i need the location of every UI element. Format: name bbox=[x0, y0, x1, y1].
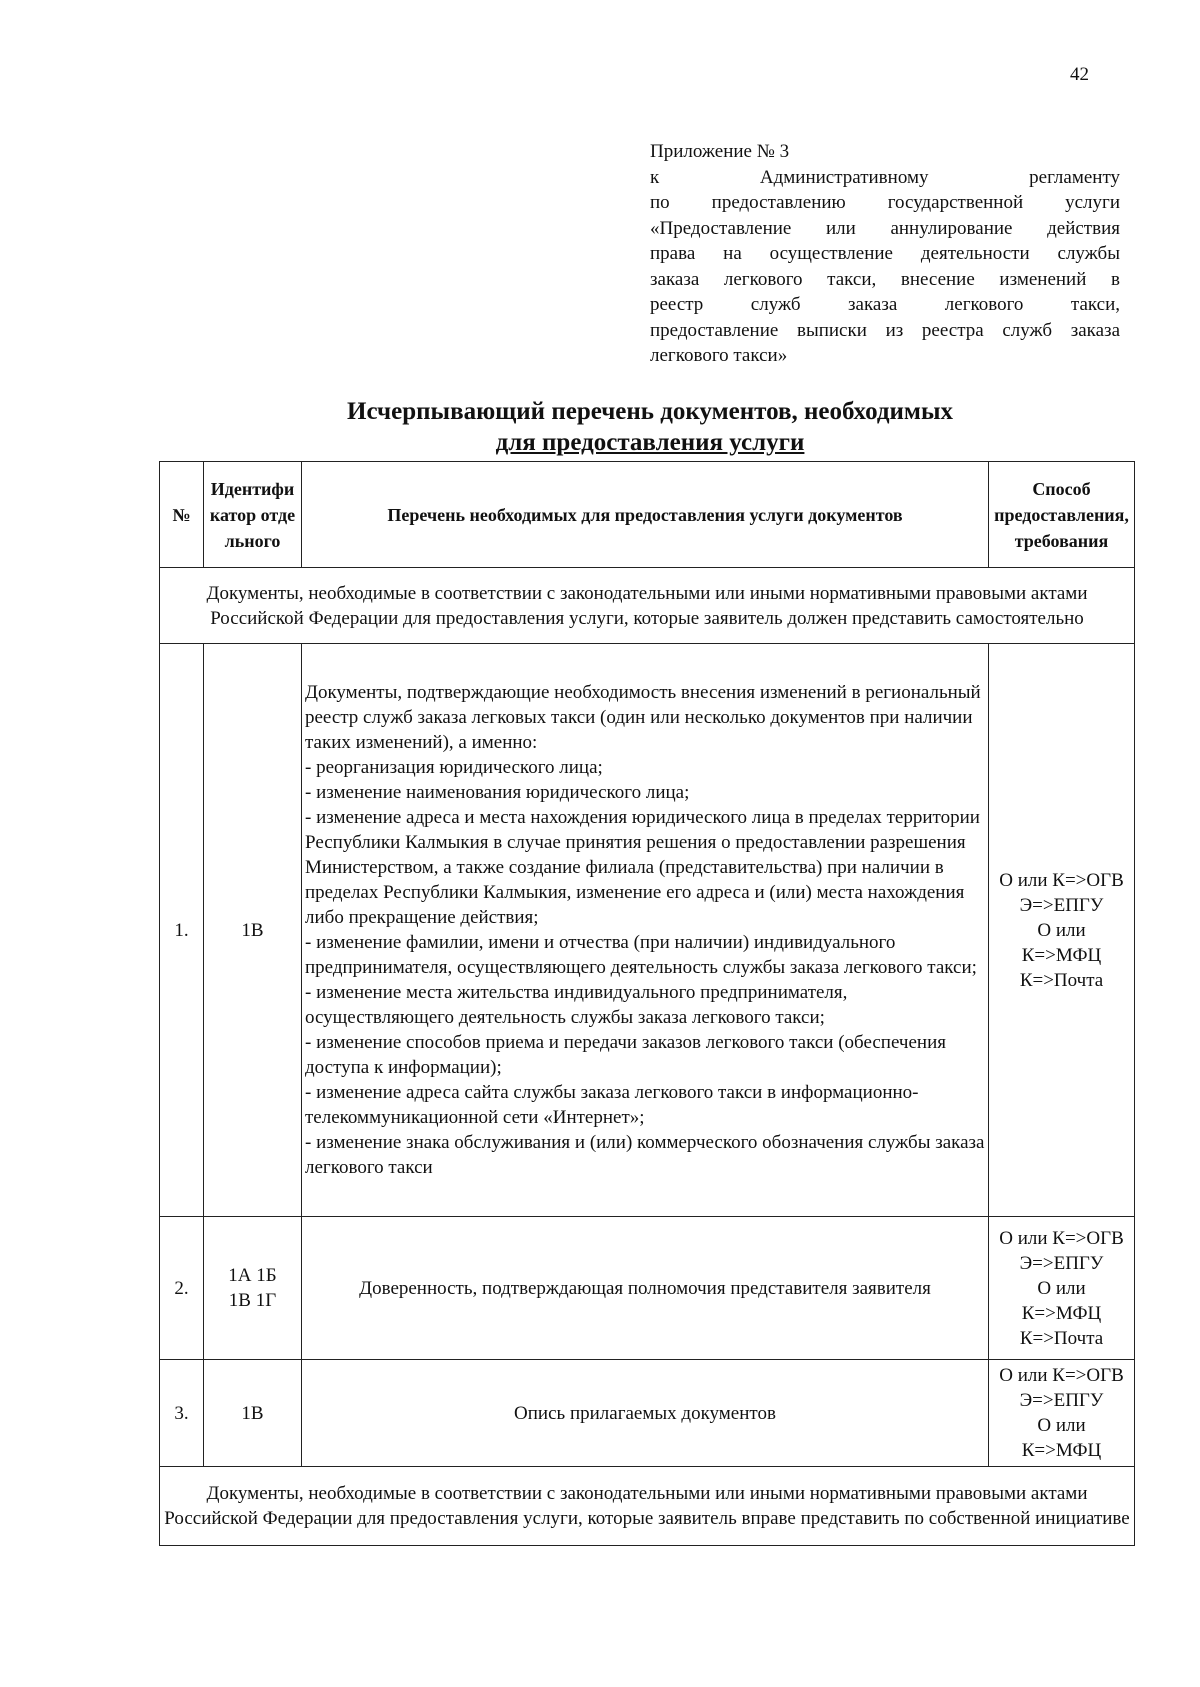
row-identifier bbox=[204, 1217, 302, 1360]
description-line: Документы, подтверждающие необходимость внесения изменений в региональный реестр служб заказа легковых такси (один или несколько документов при наличии таких изменений), а именно: bbox=[305, 682, 981, 753]
section-row bbox=[160, 1467, 1135, 1546]
method-line: О или К=>ОГВ bbox=[999, 1227, 1124, 1249]
description-line: - изменение способов приема и передачи заказов легкового такси (обеспечения доступа к информации); bbox=[305, 1032, 946, 1078]
identifier-line: 1В 1Г bbox=[228, 1290, 277, 1311]
appendix-reference bbox=[650, 139, 1120, 369]
table-header-row bbox=[160, 462, 1135, 568]
method-line: О или bbox=[1037, 919, 1086, 941]
row-description: Опись прилагаемых документов bbox=[302, 1360, 989, 1467]
method-line: К=>МФЦ bbox=[1021, 1302, 1102, 1324]
row-method bbox=[989, 644, 1135, 1217]
header-identifier: Идентификатор отдельного bbox=[204, 462, 302, 568]
table-row bbox=[160, 1360, 1135, 1467]
method-line: К=>МФЦ bbox=[1021, 944, 1102, 966]
appendix-line: реестр служб заказа легкового такси, bbox=[650, 294, 1120, 315]
method-line: Э=>ЕПГУ bbox=[1019, 1390, 1104, 1411]
method-line: О или К=>ОГВ bbox=[999, 869, 1124, 891]
row-identifier: 1В bbox=[204, 644, 302, 1217]
document-title bbox=[160, 396, 1140, 458]
header-number: № bbox=[160, 462, 204, 568]
method-line: О или bbox=[1037, 1277, 1086, 1299]
description-line: - изменение адреса сайта службы заказа легкового такси в информационно-телекоммуникационной сети «Интернет»; bbox=[305, 1082, 919, 1128]
description-line: - изменение наименования юридического лица; bbox=[305, 782, 690, 803]
row-description bbox=[302, 644, 989, 1217]
identifier-line: 1А 1Б bbox=[228, 1265, 277, 1286]
row-description: Доверенность, подтверждающая полномочия представителя заявителя bbox=[302, 1217, 989, 1360]
row-number: 1. bbox=[160, 644, 204, 1217]
method-line: Э=>ЕПГУ bbox=[1019, 1252, 1104, 1274]
description-line: - изменение фамилии, имени и отчества (при наличии) индивидуального предпринимателя, осуществляющего деятельность службы заказа легкового такси; bbox=[305, 932, 977, 978]
method-line: К=>МФЦ bbox=[1021, 1440, 1102, 1461]
method-line: К=>Почта bbox=[1019, 969, 1104, 991]
description-line: - изменение знака обслуживания и (или) коммерческого обозначения службы заказа легкового такси bbox=[305, 1132, 985, 1178]
row-method bbox=[989, 1217, 1135, 1360]
row-number: 3. bbox=[160, 1360, 204, 1467]
table-row bbox=[160, 644, 1135, 1217]
section-heading-optional: Документы, необходимые в соответствии с законодательными или иными нормативными правовыми актами Российской Федерации для предоставления услуги, которые заявитель вправе представить по собственной инициативе bbox=[160, 1467, 1135, 1546]
title-line-2: для предоставления услуги bbox=[495, 429, 805, 456]
section-heading-mandatory: Документы, необходимые в соответствии с законодательными или иными нормативными правовыми актами Российской Федерации для предоставления услуги, которые заявитель должен представить самостоятельно bbox=[160, 568, 1135, 644]
header-documents-list: Перечень необходимых для предоставления услуги документов bbox=[302, 462, 989, 568]
appendix-line: по предоставлению государственной услуги bbox=[650, 192, 1120, 213]
method-line: О или bbox=[1037, 1415, 1086, 1436]
appendix-line: «Предоставление или аннулирование действия bbox=[650, 217, 1120, 239]
appendix-line: заказа легкового такси, внесение изменений в bbox=[650, 268, 1120, 290]
method-line: О или К=>ОГВ bbox=[999, 1365, 1124, 1386]
page-number: 42 bbox=[1070, 64, 1089, 85]
header-method: Способ предоставления, требования bbox=[989, 462, 1135, 568]
appendix-line: предоставление выписки из реестра служб заказа bbox=[650, 319, 1120, 341]
row-number: 2. bbox=[160, 1217, 204, 1360]
description-line: - реорганизация юридического лица; bbox=[305, 757, 603, 778]
row-identifier: 1В bbox=[204, 1360, 302, 1467]
description-line: - изменение места жительства индивидуального предпринимателя, осуществляющего деятельность службы заказа легкового такси; bbox=[305, 982, 848, 1028]
appendix-line: к Административному регламенту bbox=[650, 166, 1120, 188]
documents-table bbox=[159, 461, 1135, 1546]
section-row bbox=[160, 568, 1135, 644]
appendix-line: легкового такси» bbox=[650, 345, 788, 366]
table-row bbox=[160, 1217, 1135, 1360]
title-line-1: Исчерпывающий перечень документов, необходимых bbox=[347, 398, 953, 425]
appendix-line: права на осуществление деятельности службы bbox=[650, 243, 1120, 264]
method-line: Э=>ЕПГУ bbox=[1019, 894, 1104, 916]
appendix-line: Приложение № 3 bbox=[650, 141, 790, 162]
method-line: К=>Почта bbox=[1019, 1327, 1104, 1349]
description-line: - изменение адреса и места нахождения юридического лица в пределах территории Республики Калмыкия в случае принятия решения о предоставлении разрешения Министерством, а также создание филиала (представительства) при наличии в пределах Республики Калмыкия, изменение его адреса и (или) места нахождения либо прекращение действия; bbox=[305, 807, 980, 928]
row-method bbox=[989, 1360, 1135, 1467]
